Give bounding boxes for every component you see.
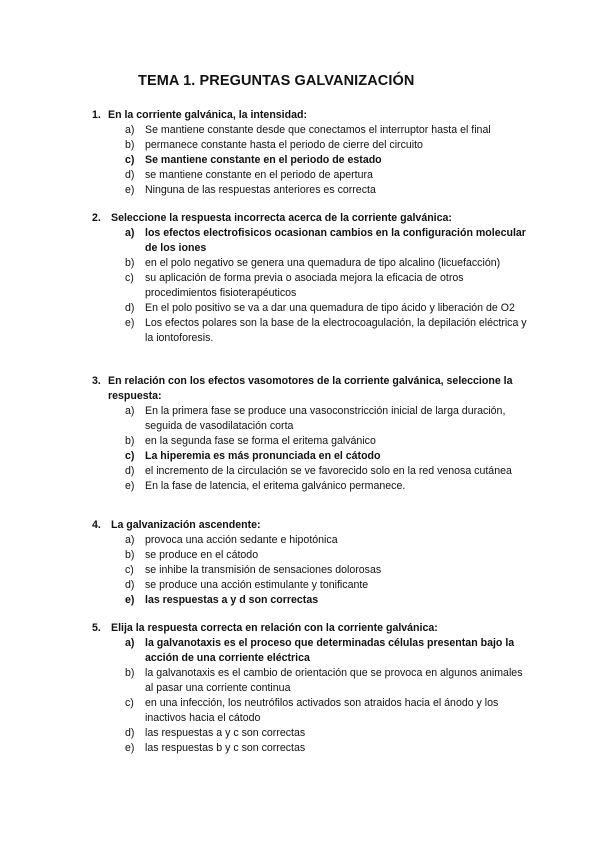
option-c: c) su aplicación de forma previa o asociada mejora la eficacia de otros procedimientos fisioterapéuticos: [125, 272, 464, 299]
option-e-correct: e) las respuestas a y d son correctas: [125, 594, 319, 606]
option-e: e) Los efectos polares son la base de la electrocoagulación, la depilación eléctrica y la iontoforesis.: [125, 317, 527, 344]
option-a: a) provoca una acción sedante e hipotónica: [125, 534, 338, 546]
option-c: c) en una infección, los neutrófilos activados son atraidos hacia el ánodo y los inactivos hacia el cátodo: [125, 697, 499, 724]
option-a-correct: a) los efectos electrofisicos ocasionan cambios en la configuración molecular de los iones: [125, 227, 526, 254]
option-e: e) En la fase de latencia, el eritema galvánico permanece.: [125, 480, 406, 492]
question-heading: [92, 108, 532, 123]
option-b: b) en el polo negativo se genera una quemadura de tipo alcalino (licuefacción): [125, 257, 501, 269]
question-3: [92, 374, 532, 494]
option-a: a) En la primera fase se produce una vasoconstricción inicial de larga duración, seguida de vasodilatación corta: [125, 405, 506, 432]
question-5: [92, 621, 532, 756]
option-d: d) se produce una acción estimulante y tonificante: [125, 579, 369, 591]
option-list: [92, 533, 532, 608]
option-list: [92, 636, 532, 756]
option-d: d) las respuestas a y c son correctas: [125, 727, 306, 739]
question-number: 5.: [92, 622, 101, 634]
option-b: b) en la segunda fase se forma el eritema galvánico: [125, 435, 376, 447]
option-b: b) permanece constante hasta el periodo de cierre del circuito: [125, 139, 423, 151]
option-b: b) se produce en el cátodo: [125, 549, 259, 561]
page-title: TEMA 1. PREGUNTAS GALVANIZACIÓN: [138, 73, 415, 89]
question-number: 4.: [92, 519, 101, 531]
option-d: d) se mantiene constante en el periodo de apertura: [125, 169, 373, 181]
question-text: En relación con los efectos vasomotores de la corriente galvánica, seleccione la respuesta:: [108, 375, 513, 402]
question-text: En la corriente galvánica, la intensidad:: [108, 109, 307, 121]
option-c-correct: c) La hiperemia es más pronunciada en el cátodo: [125, 450, 381, 462]
question-2: [92, 211, 532, 346]
option-list: [92, 226, 532, 346]
option-e: e) las respuestas b y c son correctas: [125, 742, 306, 754]
option-list: [92, 123, 532, 198]
question-number: 2.: [92, 212, 101, 224]
question-heading: [92, 621, 532, 636]
question-1: [92, 108, 532, 198]
question-heading: [92, 518, 532, 533]
option-e: e) Ninguna de las respuestas anteriores es correcta: [125, 184, 376, 196]
question-number: 1.: [92, 109, 101, 121]
question-4: [92, 518, 532, 608]
question-text: Elija la respuesta correcta en relación con la corriente galvánica:: [111, 622, 438, 634]
question-text: La galvanización ascendente:: [111, 519, 261, 531]
option-b: b) la galvanotaxis es el cambio de orientación que se provoca en algunos animales al pasar una corriente continua: [125, 667, 523, 694]
option-c-correct: c) Se mantiene constante en el periodo de estado: [125, 154, 382, 166]
option-a: a) Se mantiene constante desde que conectamos el interruptor hasta el final: [125, 124, 491, 136]
option-a-correct: a) la galvanotaxis es el proceso que determinadas células presentan bajo la acción de una corriente eléctrica: [125, 637, 515, 664]
question-heading: [92, 374, 532, 404]
option-d: d) el incremento de la circulación se ve favorecido solo en la red venosa cutánea: [125, 465, 512, 477]
option-list: [92, 404, 532, 494]
question-heading: [92, 211, 532, 226]
option-c: c) se inhibe la transmisión de sensaciones dolorosas: [125, 564, 382, 576]
question-text: Seleccione la respuesta incorrecta acerca de la corriente galvánica:: [111, 212, 452, 224]
question-number: 3.: [92, 375, 101, 387]
option-d: d) En el polo positivo se va a dar una quemadura de tipo ácido y liberación de O2: [125, 302, 515, 314]
